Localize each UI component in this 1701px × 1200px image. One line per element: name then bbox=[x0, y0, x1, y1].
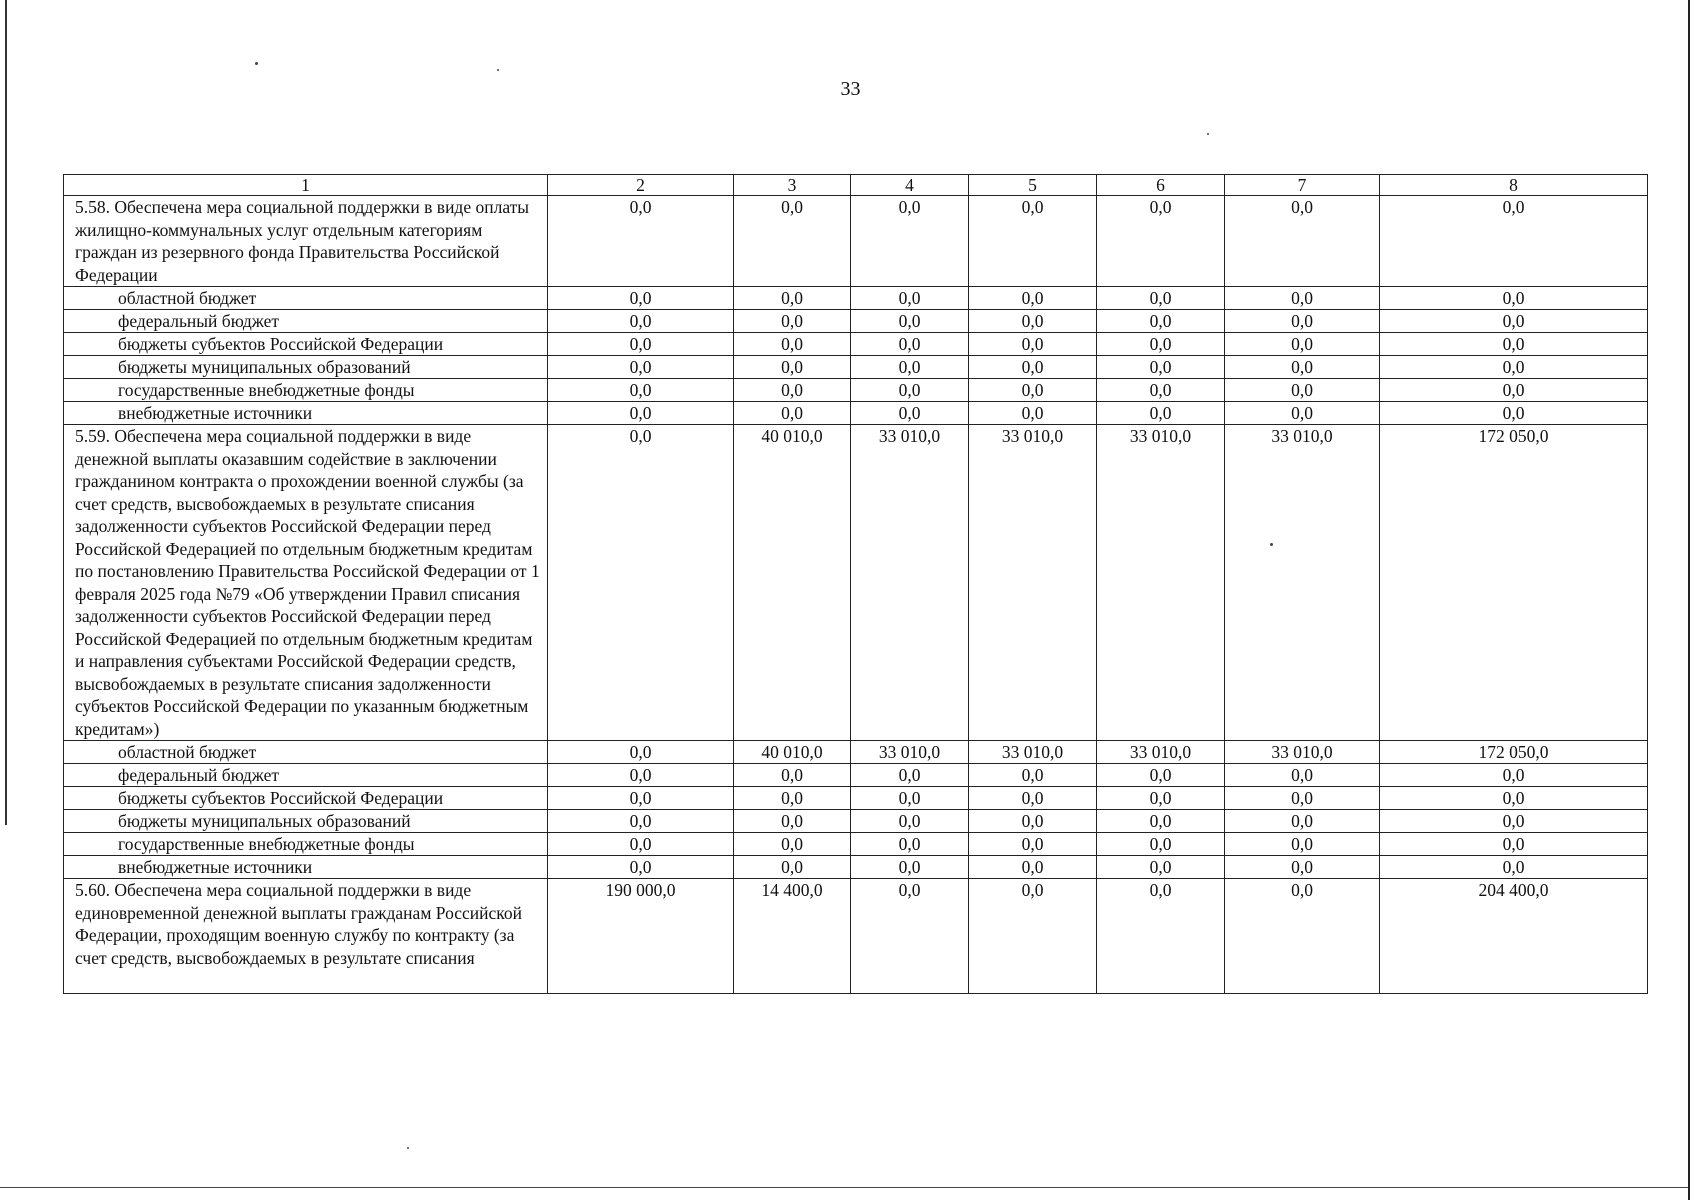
value-cell: 0,0 bbox=[1380, 764, 1648, 787]
value-cell: 0,0 bbox=[734, 764, 851, 787]
header-cell: 6 bbox=[1097, 175, 1225, 196]
value-cell: 0,0 bbox=[1097, 333, 1225, 356]
section-title: 5.58. Обеспечена мера социальной поддержки в виде оплаты жилищно-коммунальных услуг отдельным категориям граждан из резервного фонда Правительства Российской Федерации bbox=[64, 196, 548, 287]
value-cell: 0,0 bbox=[1380, 810, 1648, 833]
scan-right-edge bbox=[1688, 0, 1690, 1200]
value-cell: 33 010,0 bbox=[1097, 425, 1225, 741]
source-label: федеральный бюджет bbox=[64, 764, 548, 787]
value-cell: 0,0 bbox=[548, 833, 734, 856]
value-cell: 0,0 bbox=[851, 196, 969, 287]
value-cell: 0,0 bbox=[1097, 402, 1225, 425]
value-cell: 0,0 bbox=[734, 287, 851, 310]
header-cell: 4 bbox=[851, 175, 969, 196]
value-cell: 14 400,0 bbox=[734, 879, 851, 994]
value-cell: 0,0 bbox=[1097, 879, 1225, 994]
value-cell: 0,0 bbox=[548, 287, 734, 310]
value-cell: 0,0 bbox=[548, 787, 734, 810]
scan-left-edge bbox=[5, 0, 7, 825]
section-row bbox=[64, 425, 1648, 741]
header-cell: 5 bbox=[969, 175, 1097, 196]
source-label: бюджеты муниципальных образований bbox=[64, 810, 548, 833]
value-cell: 33 010,0 bbox=[851, 741, 969, 764]
value-cell: 0,0 bbox=[1097, 356, 1225, 379]
value-cell: 0,0 bbox=[851, 287, 969, 310]
source-label: бюджеты субъектов Российской Федерации bbox=[64, 333, 548, 356]
value-cell: 0,0 bbox=[1380, 787, 1648, 810]
value-cell: 0,0 bbox=[969, 333, 1097, 356]
header-row bbox=[64, 175, 1648, 196]
value-cell: 0,0 bbox=[851, 856, 969, 879]
source-row bbox=[64, 402, 1648, 425]
value-cell: 0,0 bbox=[969, 402, 1097, 425]
value-cell: 172 050,0 bbox=[1380, 741, 1648, 764]
header-cell: 1 bbox=[64, 175, 548, 196]
value-cell: 0,0 bbox=[969, 764, 1097, 787]
value-cell: 0,0 bbox=[1097, 764, 1225, 787]
value-cell: 0,0 bbox=[548, 810, 734, 833]
section-title: 5.59. Обеспечена мера социальной поддержки в виде денежной выплаты оказавшим содействие в заключении гражданином контракта о прохождении военной службы (за счет средств, высвобождаемых в результате списания задолженности субъектов Российской Федерации перед Российской Федерацией по отдельным бюджетным кредитам по постановлению Правительства Российской Федерации от 1 февраля 2025 года №79 «Об утверждении Правил списания задолженности субъектов Российской Федерации перед Российской Федерацией по отдельным бюджетным кредитам и направления субъектами Российской Федерации средств, высвобождаемых в результате списания задолженности субъектов Российской Федерации по указанным бюджетным кредитам») bbox=[64, 425, 548, 741]
source-label: государственные внебюджетные фонды bbox=[64, 833, 548, 856]
value-cell: 0,0 bbox=[734, 196, 851, 287]
source-row bbox=[64, 287, 1648, 310]
value-cell: 0,0 bbox=[1097, 287, 1225, 310]
value-cell: 0,0 bbox=[1225, 310, 1380, 333]
value-cell: 0,0 bbox=[734, 333, 851, 356]
value-cell: 0,0 bbox=[548, 379, 734, 402]
value-cell: 0,0 bbox=[969, 879, 1097, 994]
value-cell: 0,0 bbox=[548, 741, 734, 764]
value-cell: 0,0 bbox=[851, 379, 969, 402]
budget-table bbox=[63, 174, 1648, 994]
value-cell: 0,0 bbox=[851, 787, 969, 810]
scan-speck bbox=[255, 62, 258, 65]
value-cell: 0,0 bbox=[734, 310, 851, 333]
value-cell: 0,0 bbox=[851, 310, 969, 333]
value-cell: 0,0 bbox=[548, 402, 734, 425]
section-row bbox=[64, 879, 1648, 994]
value-cell: 0,0 bbox=[969, 833, 1097, 856]
value-cell: 0,0 bbox=[1097, 787, 1225, 810]
value-cell: 0,0 bbox=[969, 810, 1097, 833]
value-cell: 33 010,0 bbox=[969, 425, 1097, 741]
value-cell: 33 010,0 bbox=[851, 425, 969, 741]
value-cell: 204 400,0 bbox=[1380, 879, 1648, 994]
value-cell: 0,0 bbox=[548, 764, 734, 787]
header-cell: 7 bbox=[1225, 175, 1380, 196]
source-label: бюджеты муниципальных образований bbox=[64, 356, 548, 379]
scan-speck bbox=[497, 69, 499, 71]
value-cell: 0,0 bbox=[1097, 379, 1225, 402]
value-cell: 0,0 bbox=[734, 833, 851, 856]
value-cell: 0,0 bbox=[1380, 333, 1648, 356]
value-cell: 0,0 bbox=[1225, 196, 1380, 287]
value-cell: 0,0 bbox=[1225, 810, 1380, 833]
header-cell: 3 bbox=[734, 175, 851, 196]
value-cell: 0,0 bbox=[1097, 196, 1225, 287]
source-row bbox=[64, 787, 1648, 810]
value-cell: 0,0 bbox=[548, 356, 734, 379]
value-cell: 172 050,0 bbox=[1380, 425, 1648, 741]
value-cell: 0,0 bbox=[1380, 356, 1648, 379]
value-cell: 0,0 bbox=[851, 764, 969, 787]
source-row bbox=[64, 833, 1648, 856]
scan-bottom-edge bbox=[0, 1187, 1688, 1188]
value-cell: 0,0 bbox=[851, 833, 969, 856]
value-cell: 0,0 bbox=[734, 356, 851, 379]
source-label: федеральный бюджет bbox=[64, 310, 548, 333]
value-cell: 33 010,0 bbox=[1225, 425, 1380, 741]
value-cell: 0,0 bbox=[851, 333, 969, 356]
value-cell: 0,0 bbox=[851, 402, 969, 425]
scan-speck bbox=[407, 1147, 409, 1149]
source-label: бюджеты субъектов Российской Федерации bbox=[64, 787, 548, 810]
value-cell: 40 010,0 bbox=[734, 741, 851, 764]
value-cell: 0,0 bbox=[1097, 810, 1225, 833]
value-cell: 0,0 bbox=[1225, 764, 1380, 787]
value-cell: 0,0 bbox=[969, 787, 1097, 810]
value-cell: 0,0 bbox=[969, 196, 1097, 287]
value-cell: 0,0 bbox=[851, 356, 969, 379]
value-cell: 0,0 bbox=[1380, 856, 1648, 879]
value-cell: 0,0 bbox=[851, 810, 969, 833]
source-label: внебюджетные источники bbox=[64, 856, 548, 879]
value-cell: 0,0 bbox=[1225, 879, 1380, 994]
value-cell: 0,0 bbox=[969, 310, 1097, 333]
value-cell: 0,0 bbox=[1225, 356, 1380, 379]
value-cell: 0,0 bbox=[1380, 833, 1648, 856]
source-row bbox=[64, 356, 1648, 379]
value-cell: 0,0 bbox=[734, 402, 851, 425]
value-cell: 0,0 bbox=[548, 856, 734, 879]
value-cell: 33 010,0 bbox=[969, 741, 1097, 764]
source-label: областной бюджет bbox=[64, 287, 548, 310]
header-cell: 2 bbox=[548, 175, 734, 196]
value-cell: 0,0 bbox=[1225, 787, 1380, 810]
value-cell: 0,0 bbox=[734, 379, 851, 402]
value-cell: 33 010,0 bbox=[1097, 741, 1225, 764]
value-cell: 0,0 bbox=[734, 787, 851, 810]
value-cell: 0,0 bbox=[1380, 287, 1648, 310]
value-cell: 0,0 bbox=[1225, 287, 1380, 310]
value-cell: 0,0 bbox=[1225, 833, 1380, 856]
source-row bbox=[64, 379, 1648, 402]
value-cell: 0,0 bbox=[1380, 402, 1648, 425]
source-label: государственные внебюджетные фонды bbox=[64, 379, 548, 402]
page-number: 33 bbox=[840, 78, 861, 100]
value-cell: 0,0 bbox=[969, 379, 1097, 402]
value-cell: 0,0 bbox=[1225, 333, 1380, 356]
source-row bbox=[64, 333, 1648, 356]
scan-speck bbox=[1207, 133, 1209, 135]
value-cell: 0,0 bbox=[1225, 856, 1380, 879]
value-cell: 0,0 bbox=[1380, 196, 1648, 287]
value-cell: 0,0 bbox=[1225, 379, 1380, 402]
source-row bbox=[64, 741, 1648, 764]
value-cell: 0,0 bbox=[969, 856, 1097, 879]
header-cell: 8 bbox=[1380, 175, 1648, 196]
value-cell: 0,0 bbox=[1225, 402, 1380, 425]
value-cell: 0,0 bbox=[969, 287, 1097, 310]
value-cell: 0,0 bbox=[1097, 856, 1225, 879]
value-cell: 33 010,0 bbox=[1225, 741, 1380, 764]
section-row bbox=[64, 196, 1648, 287]
value-cell: 0,0 bbox=[1380, 379, 1648, 402]
value-cell: 0,0 bbox=[851, 879, 969, 994]
value-cell: 0,0 bbox=[548, 425, 734, 741]
source-label: областной бюджет bbox=[64, 741, 548, 764]
section-title: 5.60. Обеспечена мера социальной поддержки в виде единовременной денежной выплаты гражданам Российской Федерации, проходящим военную службу по контракту (за счет средств, высвобождаемых в результате списания bbox=[64, 879, 548, 994]
source-row bbox=[64, 310, 1648, 333]
value-cell: 0,0 bbox=[548, 196, 734, 287]
value-cell: 0,0 bbox=[734, 856, 851, 879]
value-cell: 0,0 bbox=[548, 310, 734, 333]
value-cell: 0,0 bbox=[734, 810, 851, 833]
source-label: внебюджетные источники bbox=[64, 402, 548, 425]
source-row bbox=[64, 810, 1648, 833]
value-cell: 0,0 bbox=[969, 356, 1097, 379]
value-cell: 190 000,0 bbox=[548, 879, 734, 994]
value-cell: 0,0 bbox=[1380, 310, 1648, 333]
source-row bbox=[64, 764, 1648, 787]
value-cell: 0,0 bbox=[1097, 833, 1225, 856]
value-cell: 0,0 bbox=[548, 333, 734, 356]
value-cell: 0,0 bbox=[1097, 310, 1225, 333]
source-row bbox=[64, 856, 1648, 879]
value-cell: 40 010,0 bbox=[734, 425, 851, 741]
